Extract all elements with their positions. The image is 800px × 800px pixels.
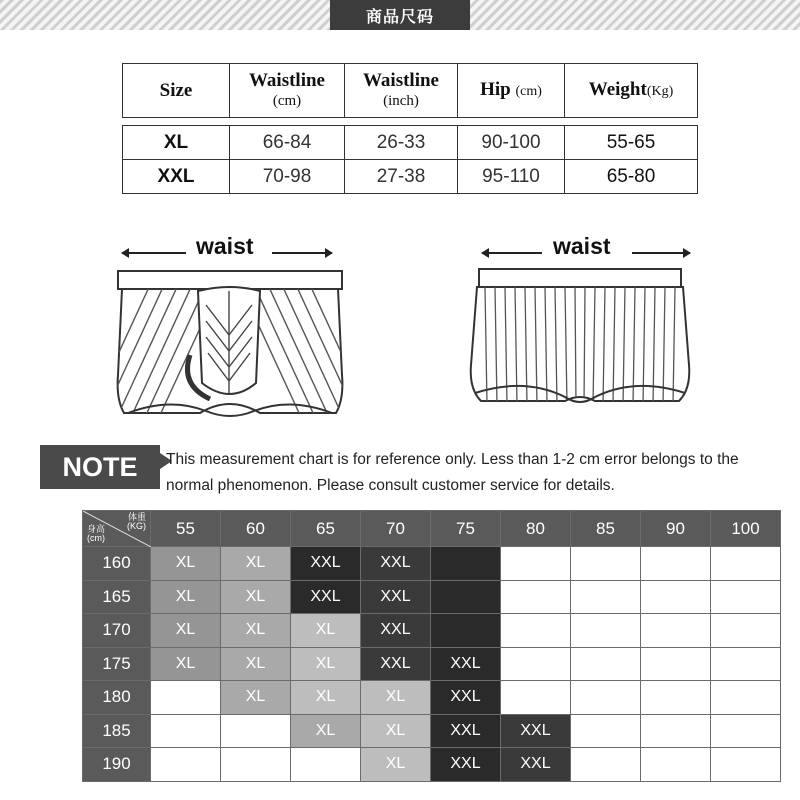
- waist-inch-cell: 26-33: [345, 126, 458, 160]
- size-recommendation-cell: [641, 714, 711, 748]
- size-recommendation-cell: XXL: [431, 681, 501, 715]
- waist-cm-cell: 70-98: [230, 160, 345, 194]
- weight-header: 85: [571, 511, 641, 547]
- size-recommendation-cell: XL: [291, 614, 361, 648]
- size-recommendation-cell: [641, 681, 711, 715]
- chart-row: [83, 714, 781, 748]
- size-recommendation-cell: XL: [291, 681, 361, 715]
- size-recommendation-cell: [571, 714, 641, 748]
- chart-row: [83, 748, 781, 782]
- size-recommendation-cell: XXL: [361, 647, 431, 681]
- size-recommendation-cell: XL: [151, 580, 221, 614]
- weight-header: 60: [221, 511, 291, 547]
- size-recommendation-cell: [291, 748, 361, 782]
- height-label: 175: [83, 647, 151, 681]
- size-recommendation-cell: XL: [221, 614, 291, 648]
- back-waist-arrow-right: [632, 252, 690, 254]
- height-label: 170: [83, 614, 151, 648]
- back-waist-arrow-left: [482, 252, 542, 254]
- size-recommendation-cell: XXL: [431, 647, 501, 681]
- back-waist-label: waist: [553, 233, 611, 259]
- size-recommendation-cell: [431, 547, 501, 581]
- chart-row: [83, 681, 781, 715]
- note-text: This measurement chart is for reference only. Less than 1-2 cm error belongs to the normal phenomenon. Please consult customer service for details.: [166, 451, 739, 494]
- banner-title: 商品尺码: [330, 0, 470, 30]
- waist-inch-cell: 27-38: [345, 160, 458, 194]
- weight-header: 70: [361, 511, 431, 547]
- size-recommendation-cell: [501, 647, 571, 681]
- note-badge: NOTE: [40, 445, 160, 489]
- size-recommendation-cell: XXL: [361, 547, 431, 581]
- hip-cell: 90-100: [458, 126, 565, 160]
- header-weight: Weight(Kg): [565, 64, 698, 118]
- chart-row: [83, 547, 781, 581]
- height-label: 190: [83, 748, 151, 782]
- weight-header: 75: [431, 511, 501, 547]
- size-table-header: [122, 63, 698, 118]
- weight-header: 65: [291, 511, 361, 547]
- size-recommendation-cell: [711, 681, 781, 715]
- size-recommendation-cell: XXL: [291, 547, 361, 581]
- size-recommendation-cell: XXL: [501, 748, 571, 782]
- table-row: [123, 126, 698, 160]
- size-recommendation-cell: XL: [221, 547, 291, 581]
- weight-header: 90: [641, 511, 711, 547]
- height-label: 160: [83, 547, 151, 581]
- corner-height-label: 身高 (cm): [87, 524, 106, 543]
- size-recommendation-cell: [151, 748, 221, 782]
- size-cell: XL: [123, 126, 230, 160]
- corner-weight-label: 体重 (KG): [127, 512, 146, 531]
- height-label: 180: [83, 681, 151, 715]
- size-recommendation-cell: XL: [361, 714, 431, 748]
- size-recommendation-cell: [571, 681, 641, 715]
- size-recommendation-cell: [711, 647, 781, 681]
- height-label: 185: [83, 714, 151, 748]
- size-recommendation-cell: XL: [291, 647, 361, 681]
- size-recommendation-cell: XL: [151, 647, 221, 681]
- chart-row: [83, 580, 781, 614]
- waist-arrow-right: [272, 252, 332, 254]
- size-recommendation-cell: [501, 681, 571, 715]
- size-recommendation-cell: [711, 748, 781, 782]
- size-recommendation-cell: XXL: [431, 714, 501, 748]
- header-waistline-cm: Waistline (cm): [230, 64, 345, 118]
- size-recommendation-cell: [711, 714, 781, 748]
- size-recommendation-cell: XL: [221, 647, 291, 681]
- waist-arrow-left: [122, 252, 186, 254]
- size-recommendation-cell: XL: [221, 580, 291, 614]
- front-briefs-illustration: [110, 265, 350, 425]
- size-recommendation-cell: [641, 580, 711, 614]
- chart-body: [83, 547, 781, 782]
- size-recommendation-cell: [711, 614, 781, 648]
- chart-corner: [83, 511, 151, 547]
- size-recommendation-cell: [571, 547, 641, 581]
- size-recommendation-cell: [571, 580, 641, 614]
- size-recommendation-cell: [221, 714, 291, 748]
- size-recommendation-cell: [711, 547, 781, 581]
- front-waist-label: waist: [196, 233, 254, 259]
- height-label: 165: [83, 580, 151, 614]
- size-recommendation-cell: [641, 748, 711, 782]
- weight-cell: 55-65: [565, 126, 698, 160]
- size-recommendation-cell: [711, 580, 781, 614]
- size-recommendation-cell: [501, 580, 571, 614]
- size-recommendation-cell: XL: [361, 681, 431, 715]
- waist-cm-cell: 66-84: [230, 126, 345, 160]
- size-recommendation-cell: [641, 647, 711, 681]
- size-recommendation-cell: XL: [151, 547, 221, 581]
- size-recommendation-cell: [431, 580, 501, 614]
- size-recommendation-cell: [641, 547, 711, 581]
- size-recommendation-cell: XL: [221, 681, 291, 715]
- size-recommendation-cell: [221, 748, 291, 782]
- table-row: [123, 160, 698, 194]
- header-waistline-inch: Waistline (inch): [345, 64, 458, 118]
- size-recommendation-cell: [431, 614, 501, 648]
- size-recommendation-cell: XXL: [361, 580, 431, 614]
- chart-header-row: [83, 511, 781, 547]
- height-weight-size-chart: [82, 510, 781, 782]
- size-recommendation-cell: XL: [361, 748, 431, 782]
- weight-header: 80: [501, 511, 571, 547]
- size-table-body: [122, 125, 698, 194]
- size-recommendation-cell: XXL: [291, 580, 361, 614]
- title-banner: [0, 0, 800, 30]
- header-size: Size: [123, 64, 230, 118]
- size-recommendation-cell: XL: [151, 614, 221, 648]
- size-recommendation-cell: [571, 647, 641, 681]
- weight-header: 100: [711, 511, 781, 547]
- size-recommendation-cell: [501, 547, 571, 581]
- back-briefs-illustration: [465, 265, 695, 415]
- size-recommendation-cell: [501, 614, 571, 648]
- header-hip: Hip (cm): [458, 64, 565, 118]
- size-cell: XXL: [123, 160, 230, 194]
- weight-cell: 65-80: [565, 160, 698, 194]
- hip-cell: 95-110: [458, 160, 565, 194]
- size-recommendation-cell: XXL: [501, 714, 571, 748]
- size-recommendation-cell: [571, 748, 641, 782]
- size-recommendation-cell: [151, 681, 221, 715]
- size-recommendation-cell: XXL: [361, 614, 431, 648]
- chart-row: [83, 647, 781, 681]
- size-recommendation-cell: XXL: [431, 748, 501, 782]
- size-recommendation-cell: [641, 614, 711, 648]
- chart-row: [83, 614, 781, 648]
- size-recommendation-cell: [151, 714, 221, 748]
- weight-header: 55: [151, 511, 221, 547]
- size-recommendation-cell: XL: [291, 714, 361, 748]
- size-recommendation-cell: [571, 614, 641, 648]
